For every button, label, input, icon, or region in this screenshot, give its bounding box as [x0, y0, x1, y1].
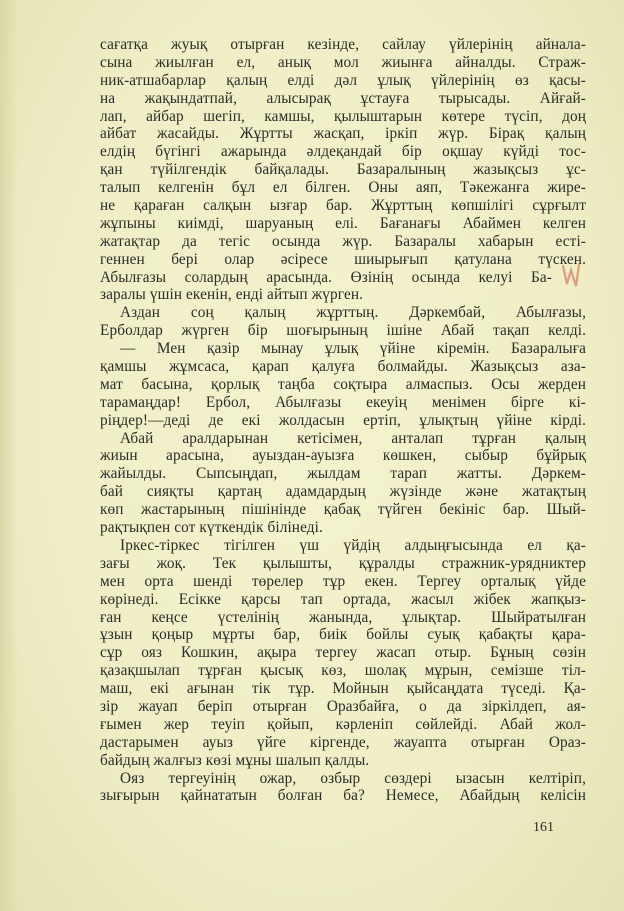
text-line: зығырын қайнататын болған ба? Немесе, Абайдың келісін	[100, 787, 586, 805]
text-line: ник-атшабарлар қалың елді дәл ұлық үйлерінің өз қасы-	[100, 71, 586, 89]
text-line: маш, екі ағынан тік тұр. Мойнын қыйсаңдата түседі. Қа-	[100, 680, 586, 698]
text-line: ріңдер!—деді де екі жолдасын ертіп, ұлықтың үйіне кірді.	[100, 411, 586, 429]
text-line: лап, айбар шегіп, камшы, қылыштарын көтере түсіп, доң	[100, 107, 586, 125]
text-line: Абай аралдарынан кетісімен, анталап тұрған қалың	[120, 429, 586, 447]
text-line: ұзын қоңыр мұрты бар, биік бойлы суық қабақты қара-	[100, 626, 586, 644]
text-line: Іркес-тіркес тігілген үш үйдің алдыңғысында ел қа-	[120, 536, 586, 554]
text-line: байдың жалғыз көзі мұны шалып қалды.	[100, 751, 370, 769]
red-pen-mark-icon	[560, 262, 582, 290]
text-line: жатақтар да тегіс осында жүр. Базаралы хабарын есті-	[100, 232, 586, 250]
text-line: ғымен жер теуіп қойып, кәрленіп сөйлейді. Абай жол-	[100, 715, 586, 733]
text-line: зағы жоқ. Тек қылышты, құралды стражник-урядниктер	[100, 554, 586, 572]
text-line: не қараған салқын ызғар бар. Жұрттың көпшілігі сұрғылт	[100, 197, 586, 215]
text-line: айбат жасайды. Жұртты жасқап, іркіп жүр. Бірақ қалың	[100, 125, 586, 143]
text-line: Абылғазы солардың арасында. Өзінің осында келуі Ба-	[100, 268, 552, 286]
text-line: — Мен қазір мынау ұлық үйіне кіремін. Базаралыға	[120, 340, 586, 358]
text-line: зір жауап беріп отырған Оразбайға, о да зіркілдеп, ая-	[100, 697, 586, 715]
page-body-text	[100, 36, 586, 805]
text-line: Ояз тергеуінің ожар, озбыр сөздері ызасын келтіріп,	[120, 769, 586, 787]
text-line: сына жиылған ел, анық мол жиынға айналды. Страж-	[100, 53, 586, 71]
text-line: сағатқа жуық отырған кезінде, сайлау үйлерінің айнала-	[100, 36, 586, 53]
text-line: бай сияқты қартаң адамдардың жүзінде және жатақтың	[100, 483, 586, 501]
text-line: елдің бүгінгі ажарында әлдеқандай бір оқшау күйді тос-	[100, 143, 586, 161]
page-number: 161	[533, 820, 554, 835]
text-line: қан түйілгендік байқалады. Базаралының жазықсыз ұс-	[100, 161, 586, 179]
text-line: мат басына, қорлық таңба соқтыра алмаспыз. Осы жерден	[100, 375, 586, 393]
text-line: геннен бері олар әсіресе шиырығып қатулана түскен.	[100, 250, 586, 268]
text-line: көп жастарының пішінінде қабақ түйген бекініс бар. Шый-	[100, 501, 586, 519]
text-line: ған кеңсе үстелінің жанында, ұлықтар. Шыйратылған	[100, 608, 586, 626]
text-line: рақтықпен сот күткендік білінеді.	[100, 519, 323, 537]
text-line: жұпыны киімді, шаруаның елі. Бағанағы Абаймен келген	[100, 214, 586, 232]
text-line: мен орта шенді төрелер тұр екен. Тергеу орталық үйде	[100, 572, 586, 590]
text-line: тарамаңдар! Ербол, Абылғазы екеуің менімен бірге кі-	[100, 393, 586, 411]
text-line: на жақындатпай, алысырақ ұстауға тырысады. Айғай-	[100, 89, 586, 107]
text-line: сұр ояз Кошкин, ақыра тергеу жасап отыр. Бұның сөзін	[100, 644, 586, 662]
text-line: заралы үшін екенін, енді айтып жүрген.	[100, 286, 364, 304]
text-line: қазақшылап тұрған қысық көз, шолақ мұрын, семізше тіл-	[100, 662, 586, 680]
text-line: жайылды. Сыпсыңдап, жылдам тарап жатты. Дәркем-	[100, 465, 586, 483]
text-line: жиын арасына, ауыздан-ауызға көшкен, сыбыр бұйрық	[100, 447, 586, 465]
text-line: талып келгенін бұл ел білген. Оны аяп, Тәкежанға жире-	[100, 179, 586, 197]
text-line: Ерболдар жүрген бір шоғырының ішіне Абай тақап келді.	[100, 322, 586, 340]
text-line: көрінеді. Есікке қарсы тап ортада, жасыл жібек жапқыз-	[100, 590, 586, 608]
text-line: қамшы жұмсаса, қарап қалуға болмайды. Жазықсыз аза-	[100, 358, 586, 376]
text-line: Аздан соң қалың жұрттың. Дәркембай, Абылғазы,	[120, 304, 586, 322]
page-edge-shadow	[0, 0, 18, 911]
text-line: дастарымен ауыз үйге кіргенде, жауапта отырған Ораз-	[100, 733, 586, 751]
